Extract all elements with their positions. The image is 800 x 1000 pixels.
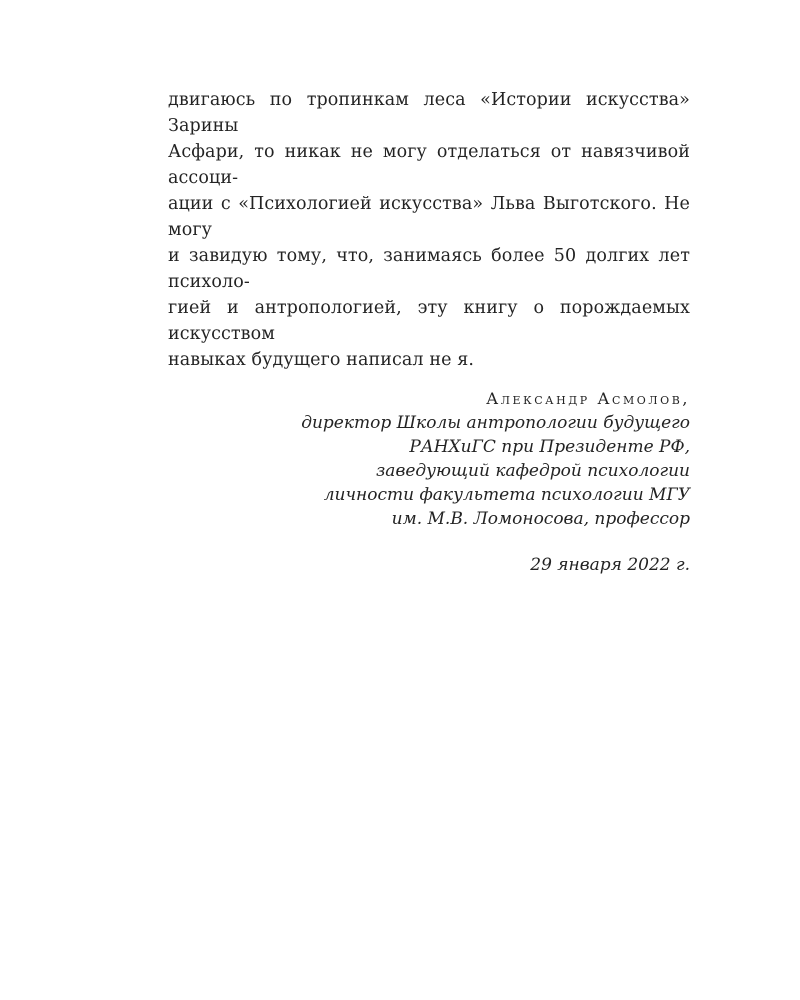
paragraph-line: ации с «Психологией искусства» Льва Выготского. Не могу <box>168 194 690 240</box>
paragraph-line: и завидую тому, что, занимаясь более 50 долгих лет психоло- <box>168 246 690 292</box>
body-paragraph <box>168 87 690 373</box>
paragraph-line: Асфари, то никак не могу отделаться от навязчивой ассоци- <box>168 142 690 188</box>
signature-title-line: РАНХиГС при Президенте РФ, <box>409 437 690 457</box>
signature-title-line: им. М.В. Ломоносова, профессор <box>391 509 690 529</box>
signature-title-line: заведующий кафедрой психологии <box>376 461 690 481</box>
signature-block <box>168 387 690 531</box>
paragraph-line: навыках будущего написал не я. <box>168 350 475 370</box>
signature-title-line: личности факультета психологии МГУ <box>323 485 690 505</box>
paragraph-line: гией и антропологией, эту книгу о порождаемых искусством <box>168 298 690 344</box>
signature-date: 29 января 2022 г. <box>530 555 690 575</box>
signature-name: Александр Асмолов, <box>486 389 690 408</box>
signature-title-line: директор Школы антропологии будущего <box>301 413 690 433</box>
paragraph-line: двигаюсь по тропинкам леса «Истории искусства» Зарины <box>168 90 690 136</box>
text-block <box>168 87 690 577</box>
